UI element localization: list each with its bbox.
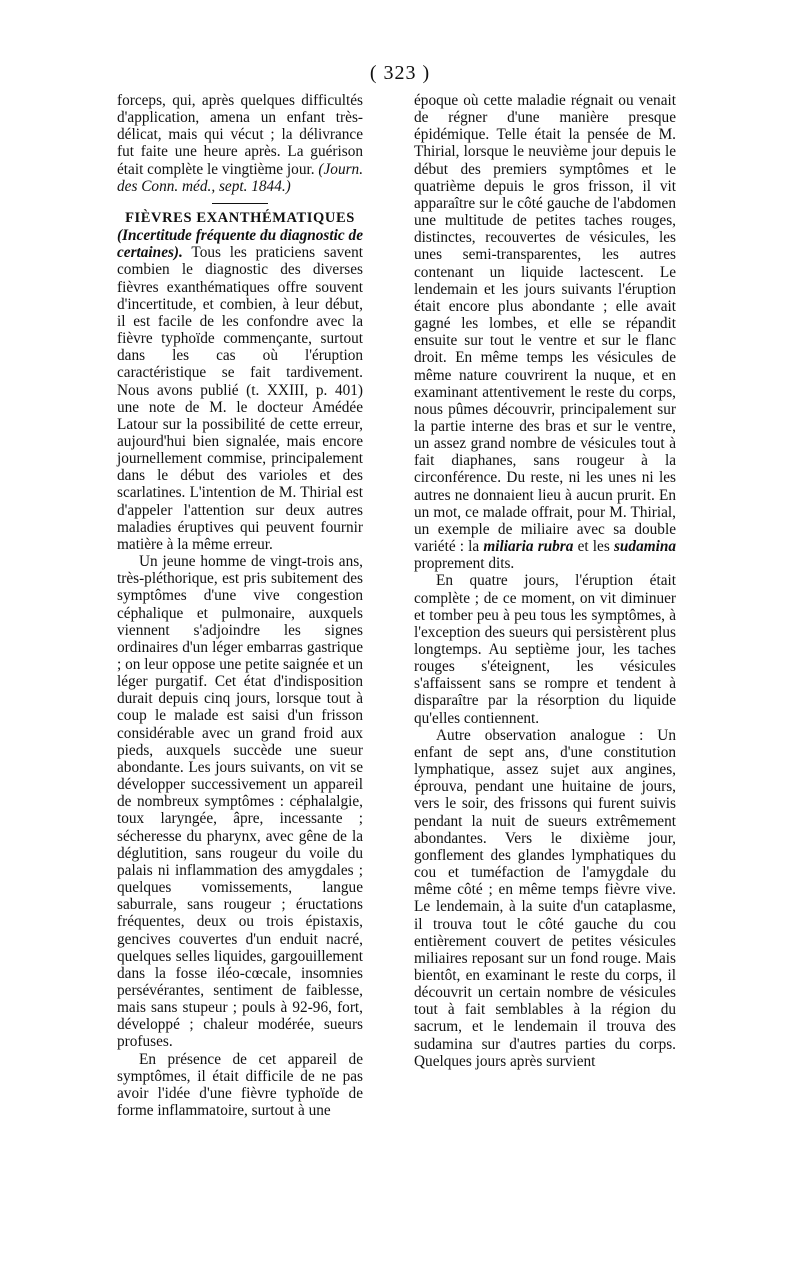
- paragraph-text: époque où cette maladie régnait ou venait de régner d'une manière presque épidémique. Telle était la pensée de M. Thirial, lorsque le neuvième jour depuis le début des premiers symptômes et le quatrième depuis le gros frisson, il vit apparaître sur le côté gauche de l'abdomen une multitude de petites taches rouges, distinctes, recouvertes de vésicules, les unes semi-transparentes, les autres contenant un liquide lactescent. Le lendemain et les jours suivants l'éruption était encore plus abondante ; elle avait gagné les lombes, et elle se répandit ensuite sur tout le ventre et sur le flanc droit. En même temps les vésicules de même nature couvrirent la nuque, et en examinant attentivement le reste du corps, nous pûmes découvrir, principalement sur la partie interne des bras et sur le ventre, un assez grand nombre de vésicules tout à fait diaphanes, sans rougeur à la circonférence. Du reste, ni les unes ni les autres ne donnaient lieu à aucun prurit. En un mot, ce malade offrait, pour M. Thirial, un exemple de miliaire avec sa double variété : la: [414, 92, 676, 556]
- term-miliaria-rubra: miliaria rubra: [483, 538, 574, 556]
- page-number: ( 323 ): [369, 62, 431, 84]
- paragraph-text: forceps, qui, après quelques difficultés d'application, amena un enfant très-délicat, mais qui vécut ; la délivrance fut faite une heure après. La guérison était complète le vingtième jour.: [117, 92, 363, 178]
- journal-citation: (Journ. des Conn. méd., sept. 1844.): [117, 160, 364, 195]
- left-paragraph-4: En présence de cet appareil de symptômes, il était difficile de ne pas avoir l'idée d'une fièvre typhoïde de forme inflammatoire, surtout à une: [117, 1050, 363, 1120]
- right-paragraph-1: [414, 92, 676, 572]
- left-paragraph-2: [117, 227, 363, 553]
- section-divider: [212, 203, 268, 204]
- paragraph-text: proprement dits.: [414, 555, 515, 573]
- section-subtitle: (Incertitude fréquente du diagnostic de certaines).: [117, 227, 363, 262]
- right-paragraph-2: En quatre jours, l'éruption était complète ; de ce moment, on vit diminuer et tomber peu à peu tous les symptômes, à l'exception des sueurs qui persistèrent plus longtemps. Au septième jour, les taches rouges s'éteignent, les vésicules s'affaissent sans se rompre et tendent à disparaître par la résorption du liquide qu'elles contiennent.: [414, 572, 676, 727]
- right-column: [414, 92, 676, 1070]
- term-sudamina: sudamina: [613, 538, 677, 556]
- paragraph-text: et les: [577, 538, 610, 556]
- left-paragraph-1: [117, 92, 363, 195]
- right-paragraph-3: Autre observation analogue : Un enfant de sept ans, d'une constitution lymphatique, assez sujet aux angines, éprouva, pendant une huitaine de jours, vers le soir, des frissons qui furent suivis pendant la nuit de sueurs extrêmement abondantes. Vers le dixième jour, gonflement des glandes lymphatiques du cou et tuméfaction de l'amygdale du même côté ; en même temps fièvre vive. Le lendemain, à la suite d'un cataplasme, il trouva tout le côté gauche du cou entièrement couvert de petites vésicules miliaires reposant sur un fond rouge. Mais bientôt, en examinant le reste du corps, il découvrit un certain nombre de vésicules tout à fait semblables à la région du sacrum, et le lendemain il trouva des sudamina sur d'autres parties du corps. Quelques jours après survient: [414, 726, 676, 1070]
- section-title: FIÈVRES EXANTHÉMATIQUES: [125, 209, 355, 226]
- left-column: [117, 92, 363, 1119]
- paragraph-text: Tous les praticiens savent combien le diagnostic des diverses fièvres exanthématiques offre souvent d'incertitude, et combien, à leur début, il est facile de les confondre avec la fièvre typhoïde commençante, surtout dans les cas où l'éruption caractéristique se fait tardivement. Nous avons publié (t. XXIII, p. 401) une note de M. le docteur Amédée Latour sur la possibilité de cette erreur, aujourd'hui bien signalée, mais encore journellement commise, principalement dans le début des varioles et des scarlatines. L'intention de M. Thirial est d'appeler l'attention sur deux autres maladies éruptives qui peuvent fournir matière à la même erreur.: [117, 244, 363, 553]
- left-paragraph-3: Un jeune homme de vingt-trois ans, très-pléthorique, est pris subitement des symptômes d'une vive congestion céphalique et pulmonaire, auxquels viennent s'adjoindre les signes ordinaires d'un léger embarras gastrique ; on leur oppose une petite saignée et un léger purgatif. Cet état d'indisposition durait depuis cinq jours, lorsque tout à coup le malade est saisi d'un frisson considérable avec un grand froid aux pieds, auxquels succède une sueur abondante. Les jours suivants, on vit se développer successivement un appareil de nombreux symptômes : céphalalgie, toux laryngée, âpre, incessante ; sécheresse du pharynx, avec gêne de la déglutition, sans rougeur du voile du palais ni inflammation des amygdales ; quelques vomissements, langue saburrale, sans rougeur ; éructations fréquentes, deux ou trois épistaxis, gencives couvertes d'un enduit nacré, quelques selles liquides, gargouillement dans la fosse iléo-cœcale, insomnies persévérantes, sentiment de faiblesse, mais sans stupeur ; pouls à 92-96, fort, développé ; chaleur modérée, sueurs profuses.: [117, 553, 363, 1051]
